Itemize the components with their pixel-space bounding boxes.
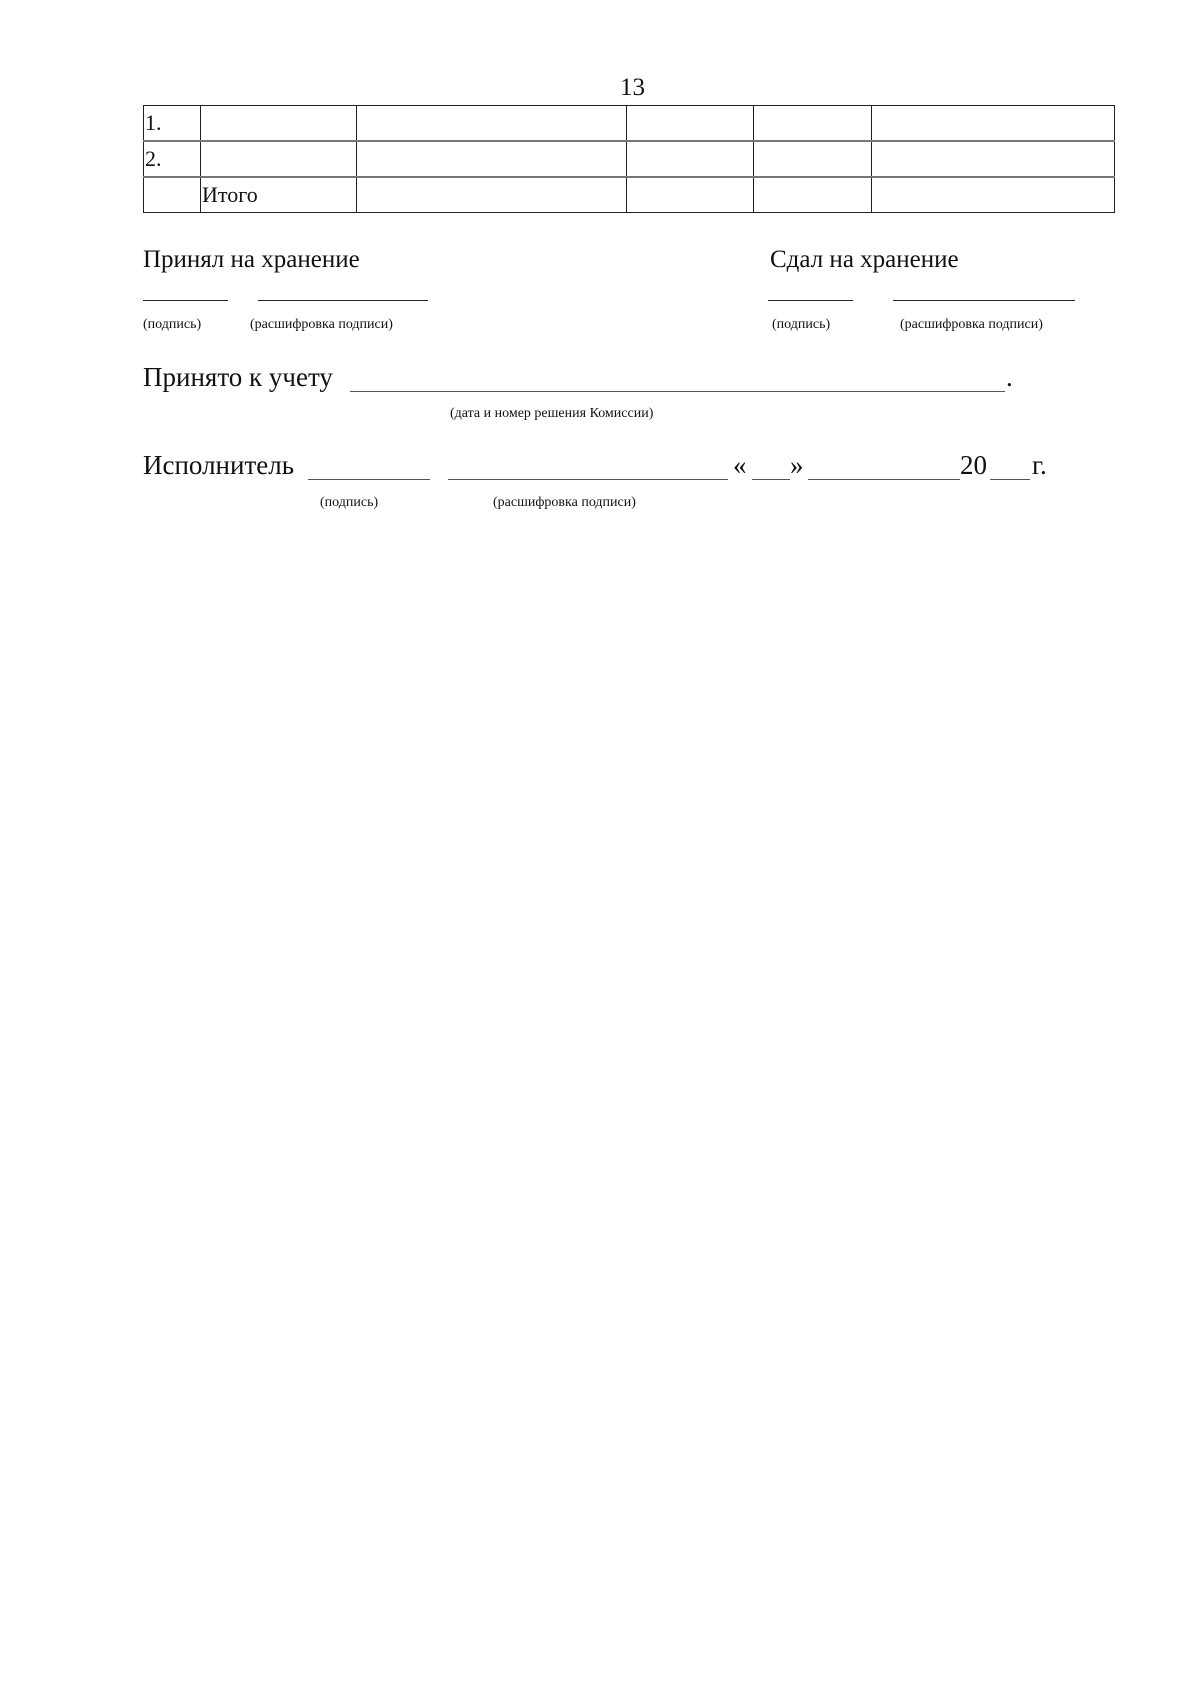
table-cell (201, 141, 357, 177)
date-year-suffix: г. (1032, 450, 1047, 480)
date-close-quote: » (790, 450, 804, 480)
handed-decryption-line[interactable] (893, 300, 1075, 301)
total-label: Итого (201, 177, 357, 213)
accepted-decryption-line[interactable] (258, 300, 428, 301)
date-month-line[interactable] (808, 479, 960, 480)
table-cell (872, 141, 1115, 177)
executor-signature-caption: (подпись) (320, 495, 379, 510)
table-cell (754, 106, 872, 142)
accepted-decryption-caption: (расшифровка подписи) (250, 317, 393, 332)
handed-decryption-caption: (расшифровка подписи) (900, 317, 1043, 332)
table-cell (872, 106, 1115, 142)
executor-signature-line[interactable] (308, 479, 430, 480)
table-cell (627, 141, 754, 177)
table-cell (627, 177, 754, 213)
accounting-label: Принято к учету (143, 362, 333, 392)
table-cell: 2. (144, 141, 201, 177)
table-cell (754, 141, 872, 177)
executor-decryption-caption: (расшифровка подписи) (493, 495, 636, 510)
table-cell: 1. (144, 106, 201, 142)
table-cell (627, 106, 754, 142)
accounting-decision-line[interactable] (350, 391, 1005, 392)
accepted-title: Принял на хранение (143, 246, 360, 273)
date-year-line[interactable] (990, 479, 1030, 480)
accounting-period: . (1006, 362, 1013, 392)
table-row (144, 106, 1115, 142)
table-row-total (144, 177, 1115, 213)
accounting-caption: (дата и номер решения Комиссии) (450, 406, 654, 421)
accepted-signature-caption: (подпись) (143, 317, 202, 332)
date-day-line[interactable] (752, 479, 790, 480)
handed-signature-caption: (подпись) (772, 317, 831, 332)
executor-decryption-line[interactable] (448, 479, 728, 480)
date-open-quote: « (733, 450, 747, 480)
handed-title: Сдал на хранение (770, 246, 959, 273)
handed-signature-line[interactable] (768, 300, 853, 301)
table-cell (754, 177, 872, 213)
table-cell (144, 177, 201, 213)
table-cell (357, 141, 627, 177)
page-number: 13 (620, 74, 645, 101)
date-year-prefix: 20 (960, 450, 987, 480)
table-cell (357, 177, 627, 213)
items-table (143, 105, 1115, 213)
table-row (144, 141, 1115, 177)
executor-label: Исполнитель (143, 450, 295, 480)
accepted-signature-line[interactable] (143, 300, 228, 301)
table-cell (357, 106, 627, 142)
table-cell (201, 106, 357, 142)
table-cell (872, 177, 1115, 213)
